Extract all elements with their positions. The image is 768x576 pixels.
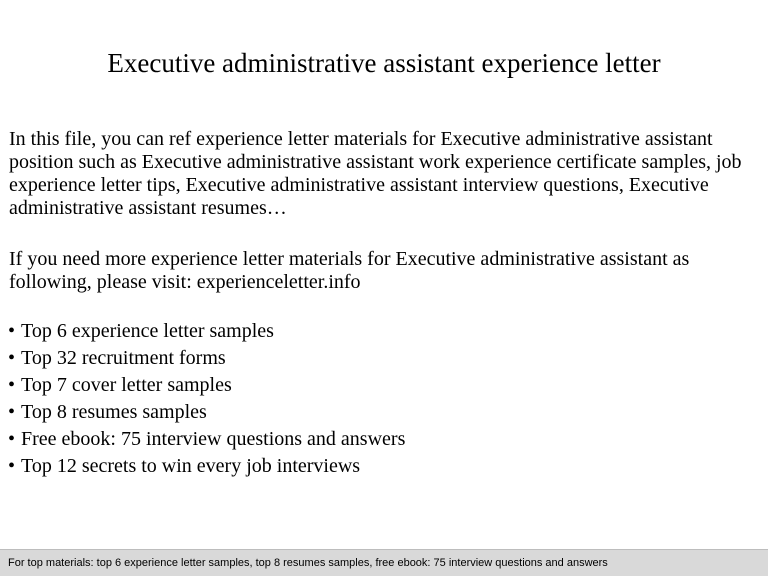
list-item [8, 455, 405, 482]
bullet-icon: • [8, 401, 16, 423]
intro-paragraph: In this file, you can ref experience letter materials for Executive administrative assistant position such as Executive administrative assistant work experience certificate samples, job experience letter tips, Executive administrative assistant interview questions, Executive administrative assistant resumes… [9, 128, 742, 219]
page-title: Executive administrative assistant experience letter [107, 48, 661, 78]
bullet-icon: • [8, 374, 16, 396]
bullet-icon: • [8, 428, 16, 450]
bullet-icon: • [8, 320, 16, 342]
materials-list [8, 320, 405, 482]
list-item [8, 428, 405, 455]
list-item-text: Top 7 cover letter samples [21, 374, 232, 396]
bullet-icon: • [8, 455, 16, 477]
visit-paragraph: If you need more experience letter materials for Executive administrative assistant as following, please visit: experienceletter.info [9, 248, 690, 293]
list-item [8, 320, 405, 347]
list-item-text: Top 6 experience letter samples [21, 320, 274, 342]
footer-bar [0, 549, 768, 576]
footer-text: For top materials: top 6 experience letter samples, top 8 resumes samples, free ebook: 75 interview questions and answers [8, 557, 608, 569]
list-item [8, 401, 405, 428]
list-item-text: Top 12 secrets to win every job interviews [21, 455, 361, 477]
list-item-text: Top 8 resumes samples [21, 401, 207, 423]
list-item [8, 347, 405, 374]
list-item-text: Top 32 recruitment forms [21, 347, 226, 369]
list-item [8, 374, 405, 401]
list-item-text: Free ebook: 75 interview questions and answers [21, 428, 406, 450]
bullet-icon: • [8, 347, 16, 369]
